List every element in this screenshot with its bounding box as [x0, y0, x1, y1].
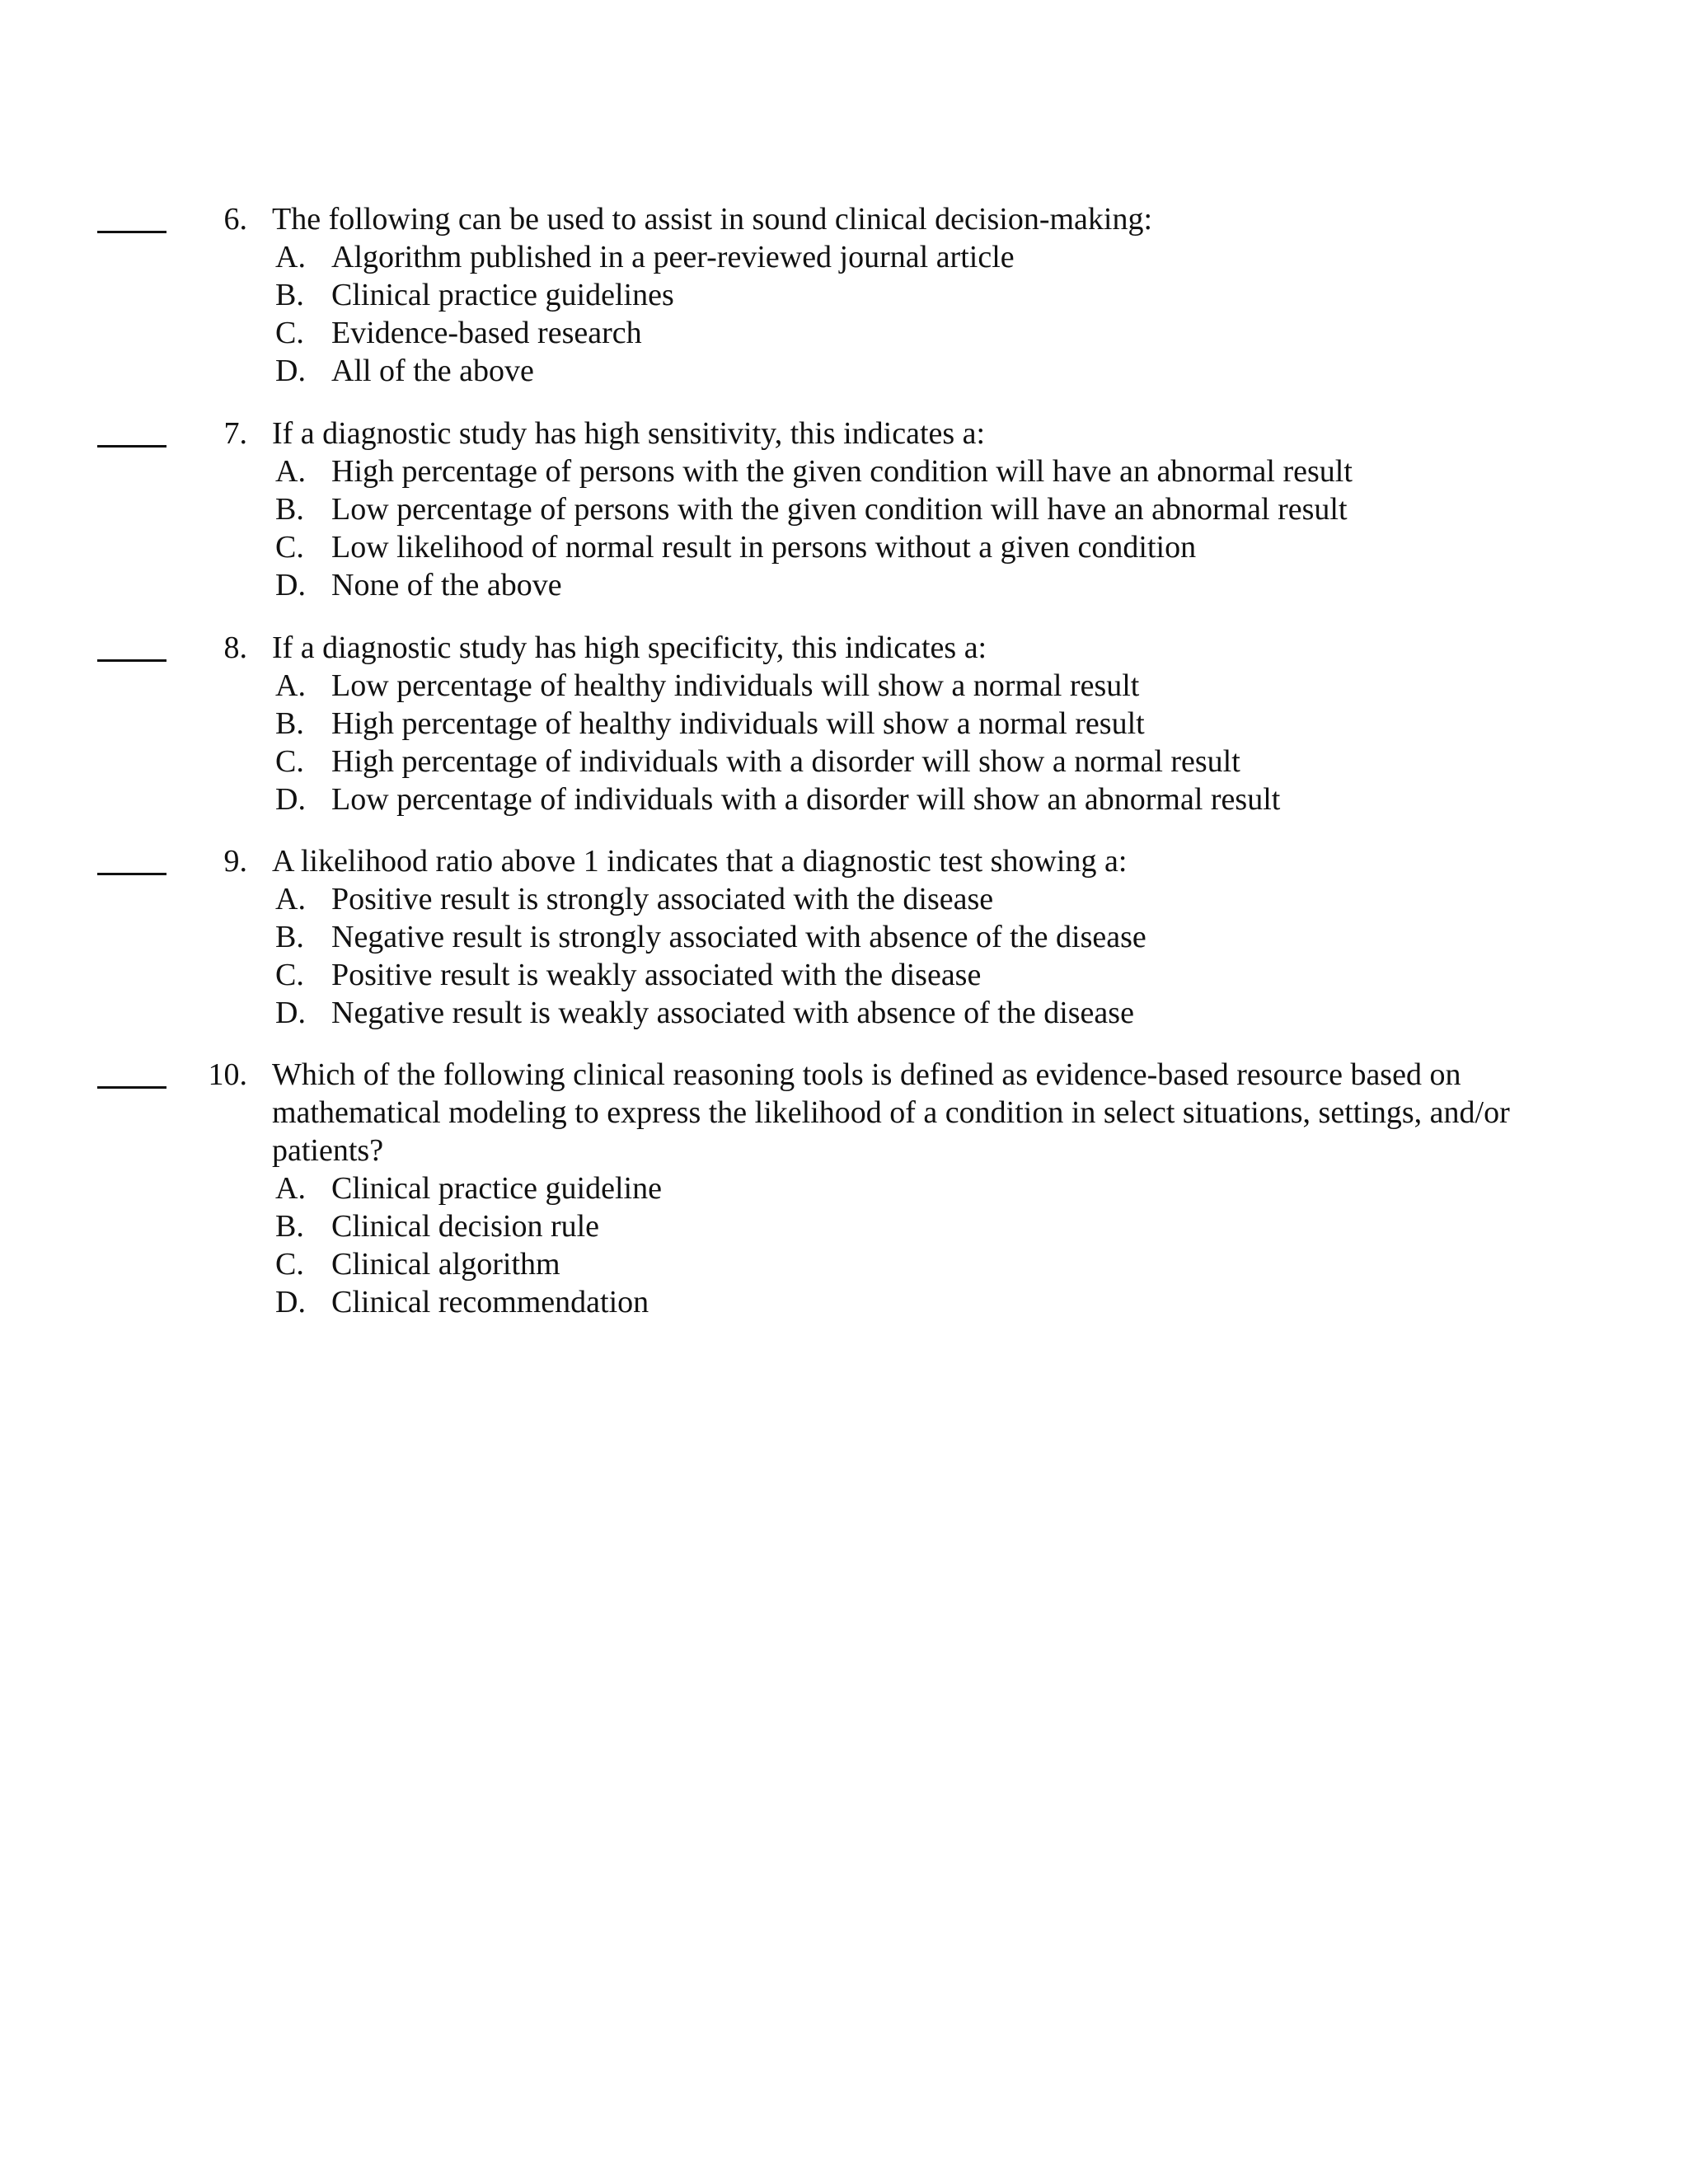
option-d — [0, 352, 1688, 390]
option-text: Low percentage of individuals with a disorder will show an abnormal result — [331, 782, 1281, 817]
option-label: C. — [275, 316, 304, 350]
option-c — [0, 1245, 1688, 1283]
option-d — [0, 566, 1688, 604]
option-b — [0, 276, 1688, 314]
option-c — [0, 956, 1688, 994]
option-label: D. — [275, 782, 306, 817]
option-label: A. — [275, 1171, 306, 1206]
option-text: Evidence-based research — [331, 316, 642, 350]
option-label: A. — [275, 454, 306, 489]
option-text: Low likelihood of normal result in persons without a given condition — [331, 530, 1197, 565]
option-d — [0, 1283, 1688, 1321]
option-label: B. — [275, 706, 304, 741]
option-c — [0, 528, 1688, 566]
option-d — [0, 780, 1688, 818]
question-number: 9. — [223, 844, 247, 879]
option-b — [0, 490, 1688, 528]
question-text: The following can be used to assist in sound clinical decision-making: — [272, 202, 1153, 237]
option-a — [0, 667, 1688, 705]
answer-blank[interactable] — [97, 415, 166, 448]
question-text: If a diagnostic study has high specificity, this indicates a: — [272, 630, 987, 665]
option-label: D. — [275, 568, 306, 602]
option-c — [0, 314, 1688, 352]
option-text: Positive result is strongly associated with the disease — [331, 882, 994, 916]
option-text: High percentage of individuals with a disorder will show a normal result — [331, 744, 1240, 779]
answer-blank[interactable] — [97, 1056, 166, 1089]
option-c — [0, 743, 1688, 780]
option-label: D. — [275, 1285, 306, 1319]
option-text: Algorithm published in a peer-reviewed journal article — [331, 240, 1015, 274]
answer-blank[interactable] — [97, 842, 166, 875]
option-a — [0, 238, 1688, 276]
option-text: Negative result is strongly associated with absence of the disease — [331, 920, 1146, 954]
option-text: Clinical algorithm — [331, 1247, 560, 1282]
option-b — [0, 705, 1688, 743]
option-text: Clinical practice guidelines — [331, 278, 674, 312]
option-label: B. — [275, 1209, 304, 1244]
option-text: All of the above — [331, 354, 534, 388]
option-d — [0, 994, 1688, 1032]
option-label: B. — [275, 920, 304, 954]
option-text: Low percentage of persons with the given condition will have an abnormal result — [331, 492, 1348, 527]
answer-blank[interactable] — [97, 200, 166, 233]
question-number: 6. — [223, 202, 247, 237]
question-number: 7. — [223, 416, 247, 451]
option-text: High percentage of persons with the given condition will have an abnormal result — [331, 454, 1353, 489]
option-a — [0, 880, 1688, 918]
option-text: None of the above — [331, 568, 562, 602]
option-text: Positive result is weakly associated with the disease — [331, 958, 982, 992]
option-a — [0, 1169, 1688, 1207]
question-number: 10. — [208, 1057, 247, 1092]
question-text: Which of the following clinical reasoning tools is defined as evidence-based resource based on mathematical modeling to express the likelihood of a condition in select situations, settings, and/or patients? — [272, 1057, 1510, 1168]
option-label: A. — [275, 882, 306, 916]
option-label: C. — [275, 530, 304, 565]
option-label: A. — [275, 240, 306, 274]
option-text: Negative result is weakly associated with absence of the disease — [331, 996, 1134, 1030]
option-b — [0, 918, 1688, 956]
question-text: A likelihood ratio above 1 indicates that a diagnostic test showing a: — [272, 844, 1128, 879]
option-label: B. — [275, 278, 304, 312]
question-number: 8. — [223, 630, 247, 665]
option-text: Low percentage of healthy individuals will show a normal result — [331, 668, 1140, 703]
option-a — [0, 452, 1688, 490]
option-text: Clinical practice guideline — [331, 1171, 662, 1206]
option-label: A. — [275, 668, 306, 703]
option-b — [0, 1207, 1688, 1245]
option-label: C. — [275, 1247, 304, 1282]
option-label: D. — [275, 354, 306, 388]
option-label: B. — [275, 492, 304, 527]
answer-blank[interactable] — [97, 629, 166, 662]
option-label: C. — [275, 958, 304, 992]
option-label: C. — [275, 744, 304, 779]
question-text: If a diagnostic study has high sensitivity, this indicates a: — [272, 416, 986, 451]
option-label: D. — [275, 996, 306, 1030]
option-text: High percentage of healthy individuals will show a normal result — [331, 706, 1145, 741]
option-text: Clinical decision rule — [331, 1209, 600, 1244]
option-text: Clinical recommendation — [331, 1285, 649, 1319]
